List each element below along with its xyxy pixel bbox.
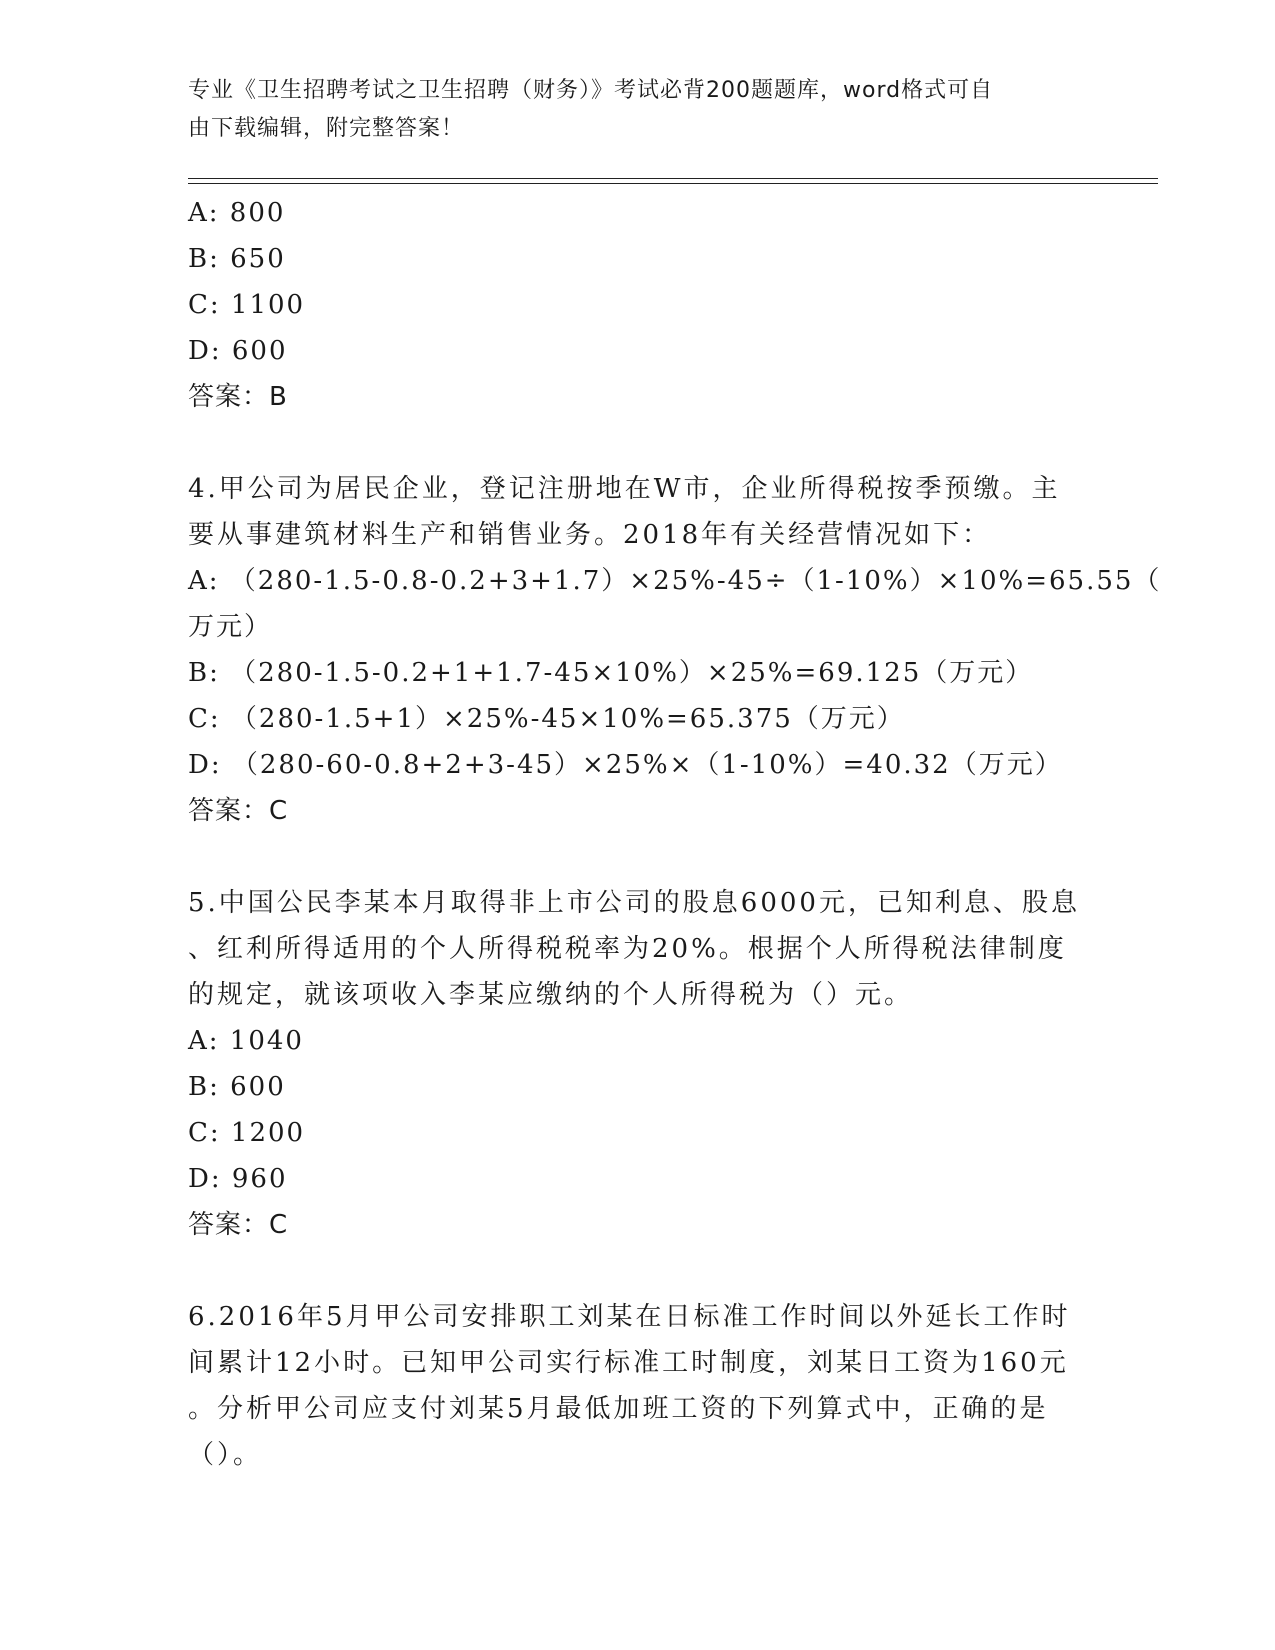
spacer [188, 1248, 1088, 1294]
spacer [188, 420, 1088, 466]
document-header [188, 72, 1078, 148]
option-c: C: （280-1.5+1）×25%-45×10%=65.375（万元） [188, 704, 905, 734]
question-stem-line: 的规定，就该项收入李某应缴纳的个人所得税为（）元。 [188, 980, 914, 1010]
question-stem-line: 要从事建筑材料生产和销售业务。2018年有关经营情况如下： [188, 520, 992, 550]
question-stem-line: 间累计12小时。已知甲公司实行标准工时制度，刘某日工资为160元 [188, 1348, 1069, 1378]
option-b: B: （280-1.5-0.2+1+1.7-45×10%）×25%=69.125（万元） [188, 658, 1034, 688]
option-a: A: 800 [188, 198, 286, 228]
question-stem-line: （）。 [188, 1440, 263, 1470]
answer-line: 答案：C [188, 1210, 289, 1240]
header-divider-top [188, 178, 1158, 179]
option-b: B: 600 [188, 1072, 286, 1102]
option-a: A: 1040 [188, 1026, 304, 1056]
spacer [188, 834, 1088, 880]
option-a: A: （280-1.5-0.8-0.2+3+1.7）×25%-45÷（1-10%）×10%=65.55（ [188, 566, 1162, 596]
question-stem-line: 、红利所得适用的个人所得税税率为20%。根据个人所得税法律制度 [188, 934, 1067, 964]
answer-line: 答案：B [188, 382, 288, 412]
question-stem-line: 。分析甲公司应支付刘某5月最低加班工资的下列算式中，正确的是 [188, 1394, 1049, 1424]
option-c: C: 1100 [188, 290, 306, 320]
option-d: D: 960 [188, 1164, 288, 1194]
header-line-1: 专业《卫生招聘考试之卫生招聘（财务）》考试必背200题题库，word格式可自 [188, 78, 994, 103]
option-a-continued: 万元） [188, 612, 273, 642]
question-stem-line: 6.2016年5月甲公司安排职工刘某在日标准工作时间以外延长工作时 [188, 1302, 1071, 1332]
question-5 [188, 880, 1088, 1248]
question-4 [188, 466, 1162, 834]
option-d: D: （280-60-0.8+2+3-45）×25%×（1-10%）=40.32（万元） [188, 750, 1063, 780]
option-c: C: 1200 [188, 1118, 306, 1148]
header-divider-bottom [188, 183, 1158, 184]
answer-line: 答案：C [188, 796, 289, 826]
question-6 [188, 1294, 1088, 1478]
document-body [188, 190, 1162, 1478]
option-d: D: 600 [188, 336, 288, 366]
question-3-options [188, 190, 1088, 420]
question-stem-line: 5.中国公民李某本月取得非上市公司的股息6000元，已知利息、股息 [188, 888, 1080, 918]
header-line-2: 由下载编辑，附完整答案！ [188, 116, 465, 141]
question-stem-line: 4.甲公司为居民企业，登记注册地在W市，企业所得税按季预缴。主 [188, 474, 1061, 504]
option-b: B: 650 [188, 244, 286, 274]
